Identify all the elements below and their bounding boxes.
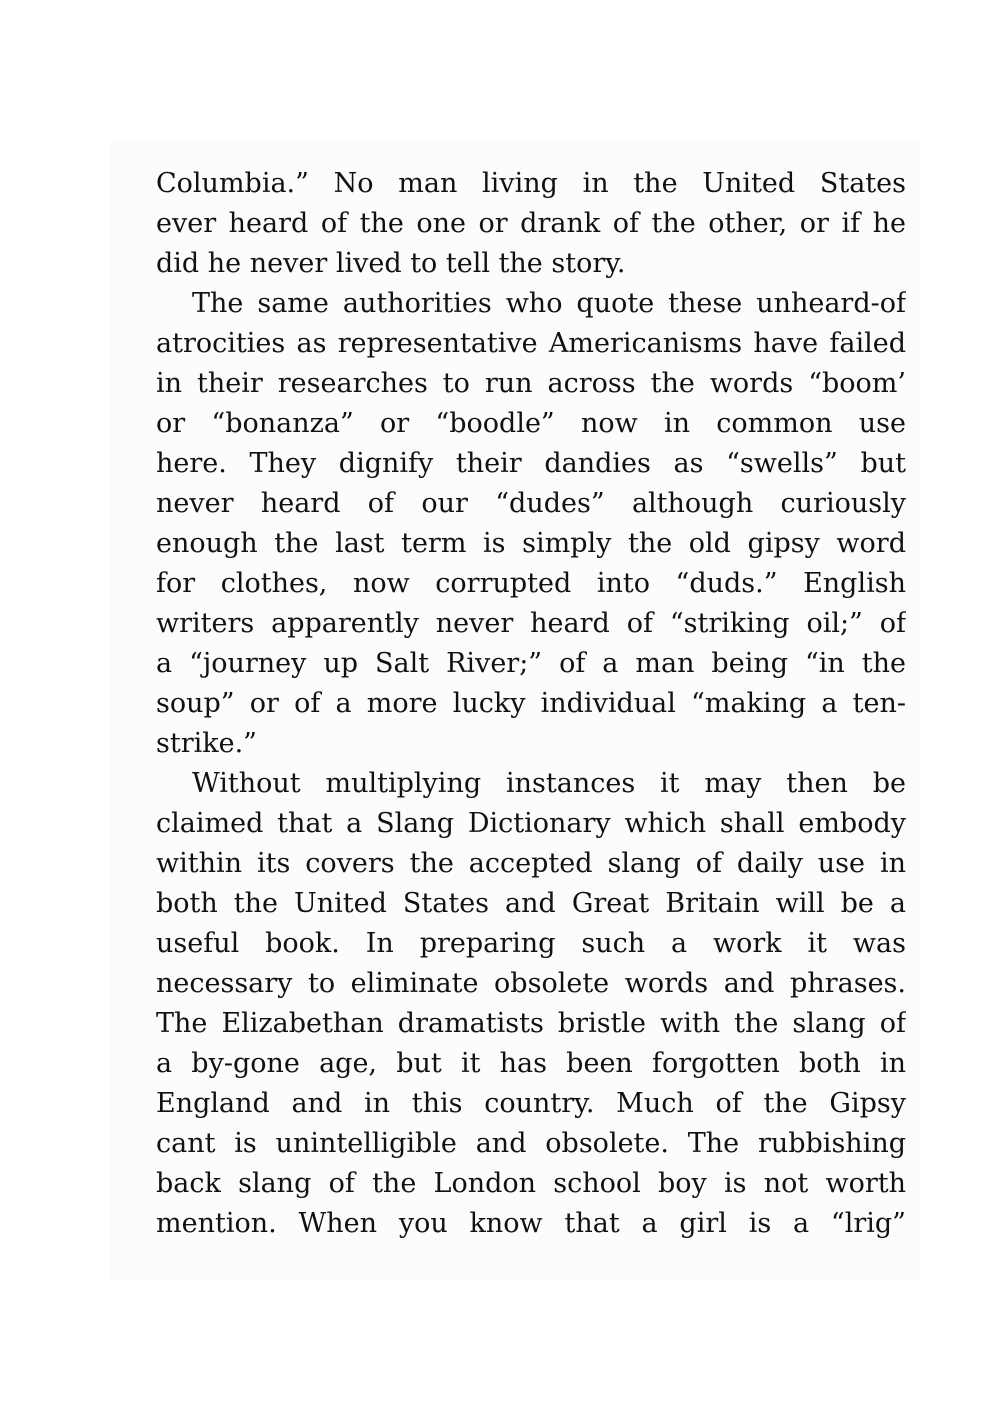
text-line: both the United States and Great Britain will be a xyxy=(156,888,906,919)
text-line: a “journey up Salt River;” of a man being “in the xyxy=(156,648,906,679)
text-line: The same authorities who quote these unheard-of xyxy=(192,288,906,319)
text-line: here. They dignify their dandies as “swells” but xyxy=(156,448,906,479)
text-line: atrocities as representative Americanisms have failed xyxy=(156,328,906,359)
text-line: for clothes, now corrupted into “duds.” English xyxy=(156,568,906,599)
text-line: mention. When you know that a girl is a “lrig” xyxy=(156,1208,906,1239)
text-line: Columbia.” No man living in the United States xyxy=(156,168,906,199)
text-line: claimed that a Slang Dictionary which shall embody xyxy=(156,808,906,839)
text-line: never heard of our “dudes” although curiously xyxy=(156,488,906,519)
text-line: ever heard of the one or drank of the other, or if he xyxy=(156,208,906,239)
body-text xyxy=(156,164,906,1244)
text-line: in their researches to run across the words “boom’ xyxy=(156,368,906,399)
text-line: soup” or of a more lucky individual “making a ten- xyxy=(156,688,906,719)
text-line: within its covers the accepted slang of daily use in xyxy=(156,848,906,879)
text-line: writers apparently never heard of “striking oil;” of xyxy=(156,608,906,639)
text-line: useful book. In preparing such a work it was xyxy=(156,928,906,959)
text-line: back slang of the London school boy is not worth xyxy=(156,1168,906,1199)
paragraph-1 xyxy=(156,164,906,284)
text-line: cant is unintelligible and obsolete. The rubbishing xyxy=(156,1128,906,1159)
text-line: or “bonanza” or “boodle” now in common use xyxy=(156,408,906,439)
text-line: did he never lived to tell the story. xyxy=(156,248,626,279)
text-line: England and in this country. Much of the Gipsy xyxy=(156,1088,906,1119)
text-line: strike.” xyxy=(156,728,257,759)
paragraph-3 xyxy=(156,764,906,1244)
text-line: enough the last term is simply the old gipsy word xyxy=(156,528,906,559)
text-line: Without multiplying instances it may then be xyxy=(192,768,906,799)
paragraph-2 xyxy=(156,284,906,764)
text-line: The Elizabethan dramatists bristle with the slang of xyxy=(156,1008,906,1039)
text-line: a by-gone age, but it has been forgotten both in xyxy=(156,1048,906,1079)
text-line: necessary to eliminate obsolete words and phrases. xyxy=(156,968,906,999)
